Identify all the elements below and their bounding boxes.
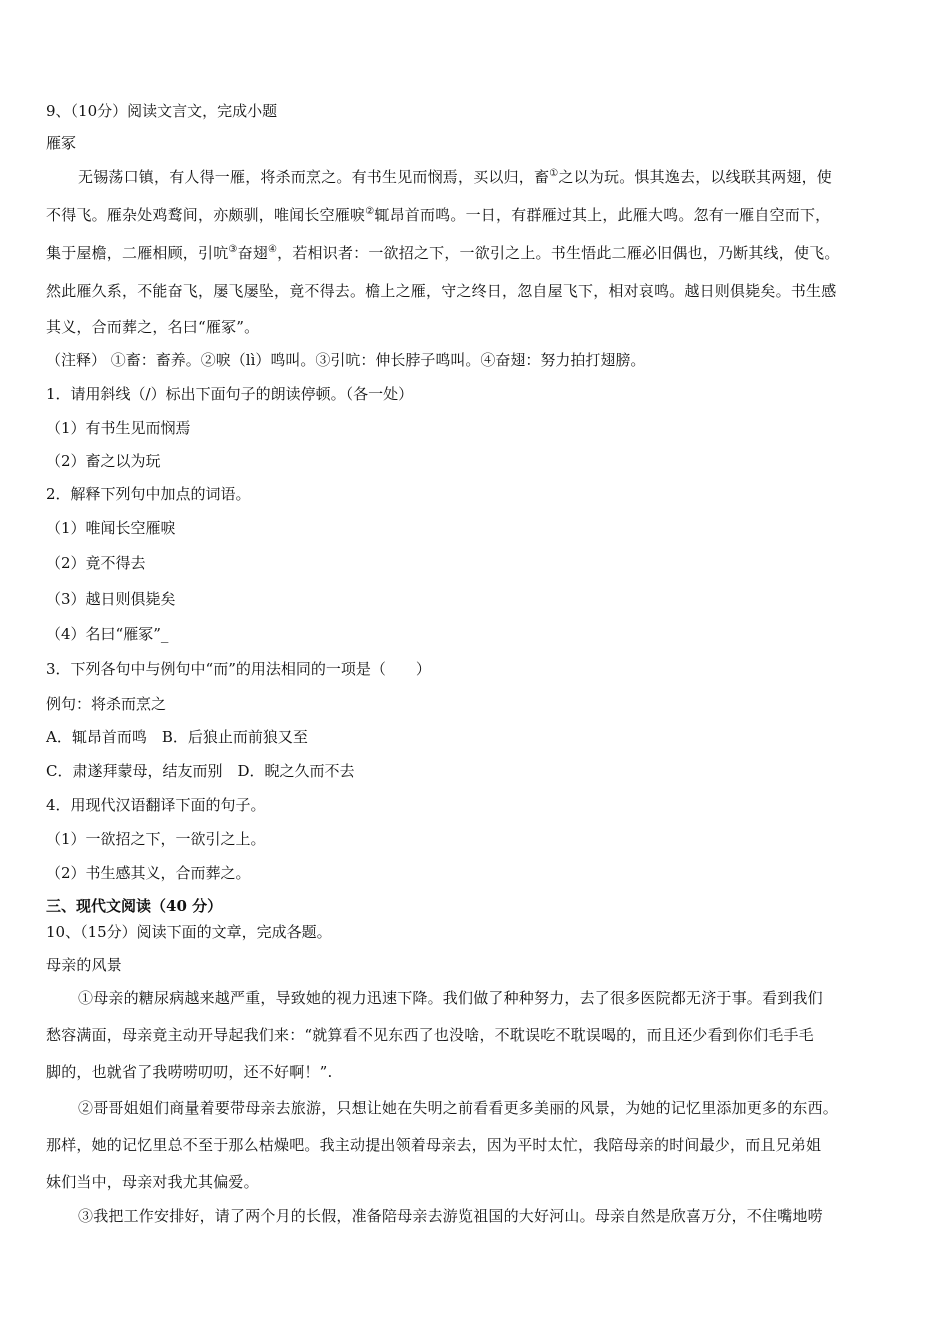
subquestion-2: 2．解释下列句中加点的词语。 — [46, 485, 251, 503]
section-heading: 三、现代文阅读（40 分） — [46, 897, 223, 915]
passage-line: 然此雁久系，不能奋飞，屡飞屡坠，竟不得去。檐上之雁，守之终日，忽自屋飞下，相对哀鸣。越日则俱毙矣。书生感 — [46, 282, 837, 300]
subquestion-item: （2）竟不得去 — [46, 554, 146, 572]
subquestion-item: （3）越日则俱毙矣 — [46, 590, 176, 608]
article-line: 愁容满面，母亲竟主动开导起我们来：“就算看不见东西了也没啥，不耽误吃不耽误喝的，而且还少看到你们毛手毛 — [46, 1026, 814, 1044]
subquestion-4: 4．用现代汉语翻译下面的句子。 — [46, 796, 266, 814]
annotation-note: （注释） ①畜：畜养。②唳（lì）鸣叫。③引吭：伸长脖子鸣叫。④奋翅：努力拍打翅膀。 — [46, 351, 646, 369]
article-title: 母亲的风景 — [46, 956, 123, 974]
q9-heading: 9、（10分）阅读文言文，完成小题 — [46, 102, 278, 120]
answer-options: C．肃遂拜蒙母，结友而别 D．睨之久而不去 — [46, 762, 355, 780]
footnote-marker: ① — [549, 168, 559, 179]
q10-heading: 10、（15分）阅读下面的文章，完成各题。 — [46, 923, 332, 941]
passage-line: 不得飞。雁杂处鸡鹜间，亦颇驯，唯闻长空雁唳②辄昂首而鸣。一日，有群雁过其上，此雁大鸣。忽有一雁自空而下， — [46, 206, 831, 224]
subquestion-1: 1．请用斜线（/）标出下面句子的朗读停顿。（各一处） — [46, 385, 414, 403]
article-line: 脚的，也就省了我唠唠叨叨，还不好啊！”. — [46, 1063, 333, 1081]
article-line: ②哥哥姐姐们商量着要带母亲去旅游，只想让她在失明之前看看更多美丽的风景，为她的记忆里添加更多的东西。 — [78, 1099, 839, 1117]
article-line: 妹们当中，母亲对我尤其偏爱。 — [46, 1173, 259, 1191]
footnote-marker: ④ — [267, 244, 278, 255]
q9-title: 雁冢 — [46, 134, 77, 152]
subquestion-item: （1）有书生见而悯焉 — [46, 419, 191, 437]
passage-line: 无锡荡口镇，有人得一雁，将杀而烹之。有书生见而悯焉，买以归，畜①之以为玩。惧其逸去，以线联其两翅，使 — [78, 168, 832, 186]
subquestion-3: 3．下列各句中与例句中“而”的用法相同的一项是（ ） — [46, 660, 431, 678]
footnote-marker: ③ — [228, 244, 238, 255]
subquestion-item: （1）一欲招之下，一欲引之上。 — [46, 830, 266, 848]
article-line: ③我把工作安排好，请了两个月的长假，准备陪母亲去游览祖国的大好河山。母亲自然是欣喜万分，不住嘴地唠 — [78, 1207, 823, 1225]
answer-options: A．辄昂首而鸣 B．后狼止而前狼又至 — [46, 728, 308, 746]
subquestion-item: （2）畜之以为玩 — [46, 452, 161, 470]
example-sentence: 例句：将杀而烹之 — [46, 695, 167, 713]
passage-line: 集于屋檐，二雁相顾，引吭③奋翅④，若相识者：一欲招之下，一欲引之上。书生悟此二雁必旧偶也，乃断其线，使飞。 — [46, 244, 840, 262]
subquestion-item: （4）名曰“雁冢”_ — [46, 625, 169, 643]
article-line: ①母亲的糖尿病越来越严重，导致她的视力迅速下降。我们做了种种努力，去了很多医院都无济于事。看到我们 — [78, 989, 823, 1007]
footnote-marker: ② — [365, 206, 375, 217]
subquestion-item: （2）书生感其义，合而葬之。 — [46, 864, 251, 882]
article-line: 那样，她的记忆里总不至于那么枯燥吧。我主动提出领着母亲去，因为平时太忙，我陪母亲的时间最少，而且兄弟姐 — [46, 1136, 822, 1154]
subquestion-item: （1）唯闻长空雁唳 — [46, 519, 176, 537]
passage-line: 其义，合而葬之，名曰“雁冢”。 — [46, 318, 260, 336]
